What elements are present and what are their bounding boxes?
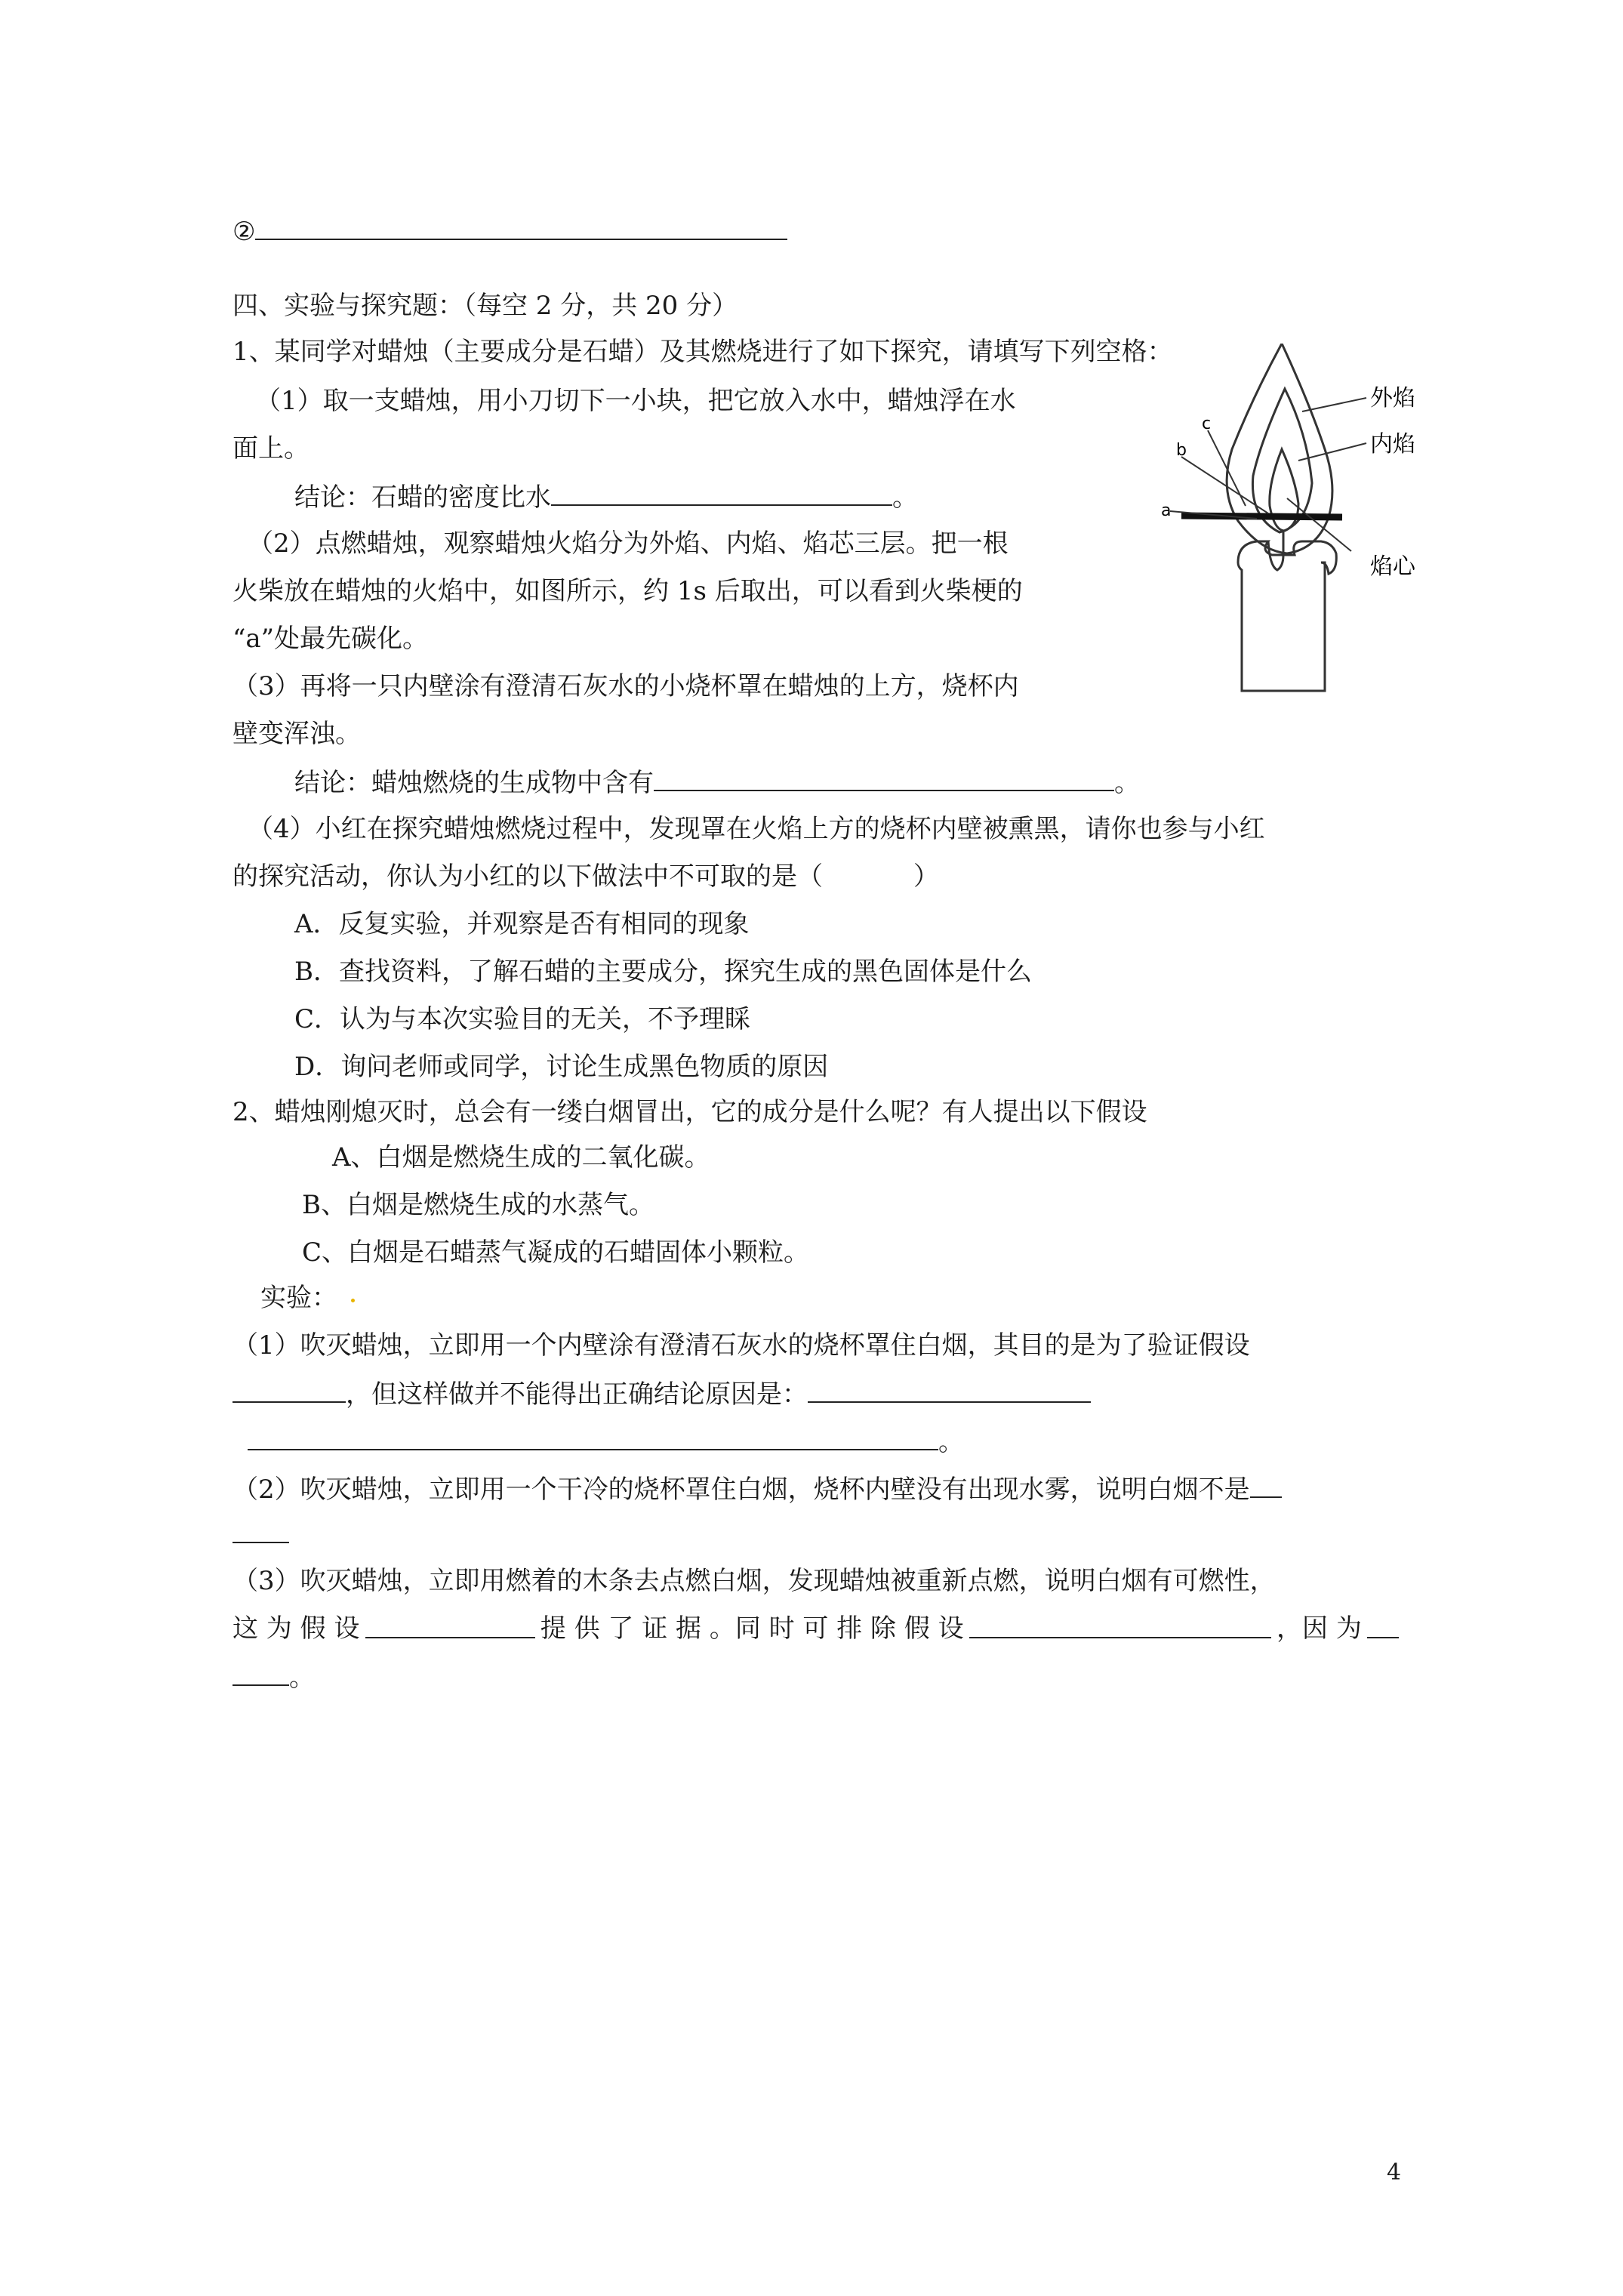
stray-dot xyxy=(351,1299,355,1302)
page-number: 4 xyxy=(1387,2159,1402,2186)
q2-3-line-c: 。 xyxy=(233,1659,315,1695)
blank-not-1[interactable] xyxy=(1250,1471,1282,1498)
leader-outer xyxy=(1302,398,1366,411)
q1-4-line-a: （4）小红在探究蜡烛燃烧过程中，发现罩在火焰上方的烧杯内壁被熏黑，请你也参与小红 xyxy=(248,814,1265,844)
q1-2-line-c: “a”处最先碳化。 xyxy=(233,624,429,654)
blank-not-2[interactable] xyxy=(233,1516,289,1543)
blank-hypothesis-1[interactable] xyxy=(233,1376,346,1403)
q1-2-line-b: 火柴放在蜡烛的火焰中，如图所示，约 1s 后取出，可以看到火柴梗的 xyxy=(233,576,1023,606)
blank-hypothesis-3[interactable] xyxy=(365,1611,535,1638)
blank-reason-2[interactable] xyxy=(248,1423,938,1450)
q2-2-line-a: （2）吹灭蜡烛，立即用一个干冷的烧杯罩住白烟，烧杯内壁没有出现水雾，说明白烟不是 xyxy=(233,1471,1282,1507)
q2-2-line-b xyxy=(233,1516,289,1552)
q1-3-line-a: （3）再将一只内壁涂有澄清石灰水的小烧杯罩在蜡烛的上方，烧杯内 xyxy=(233,671,1019,701)
blank-reason-1[interactable] xyxy=(808,1376,1091,1403)
leader-c xyxy=(1208,430,1246,506)
q1-conclusion-1: 结论：石蜡的密度比水 。 xyxy=(294,479,918,515)
experiment-label: 实验： xyxy=(260,1283,337,1313)
blank-density[interactable] xyxy=(551,479,892,506)
q1-1-line-b: 面上。 xyxy=(233,433,310,464)
mark-b: b xyxy=(1176,441,1187,460)
blank-products[interactable] xyxy=(654,764,1114,791)
option-a: A．反复实验，并观察是否有相同的现象 xyxy=(294,909,750,939)
option-d: D．询问老师或同学，讨论生成黑色物质的原因 xyxy=(294,1052,829,1082)
label-outer-flame: 外焰 xyxy=(1370,385,1415,411)
q2-1-line-b: ，但这样做并不能得出正确结论原因是： xyxy=(233,1376,1091,1412)
q2-3-line-b: 这 为 假 设 提 供 了 证 据 。同 时 可 排 除 假 设 ，因 为 xyxy=(233,1611,1399,1646)
label-flame-core: 焰心 xyxy=(1370,553,1415,580)
blank-because-1[interactable] xyxy=(1367,1611,1399,1638)
q1-conclusion-2: 结论：蜡烛燃烧的生成物中含有 。 xyxy=(294,764,1140,800)
leader-inner xyxy=(1298,443,1366,461)
q2-3-line-a: （3）吹灭蜡烛，立即用燃着的木条去点燃白烟，发现蜡烛被重新点燃，说明白烟有可燃性， xyxy=(233,1566,1276,1596)
matchstick xyxy=(1181,516,1342,517)
blank-exclude[interactable] xyxy=(969,1611,1271,1638)
hypothesis-b: B、白烟是燃烧生成的水蒸气。 xyxy=(302,1190,654,1220)
candle-body xyxy=(1238,541,1336,691)
blank-because-2[interactable] xyxy=(233,1659,289,1686)
q1-2-line-a: （2）点燃蜡烛，观察蜡烛火焰分为外焰、内焰、焰芯三层。把一根 xyxy=(248,529,1009,559)
circled-2-label: ② xyxy=(233,217,256,247)
mark-a: a xyxy=(1161,501,1172,520)
q2-1-line-c: 。 xyxy=(248,1423,964,1459)
candle-flame-figure xyxy=(1147,344,1464,721)
section-title: 四、实验与探究题：（每空 2 分，共 20 分） xyxy=(233,291,738,321)
q2-intro: 2、蜡烛刚熄灭时，总会有一缕白烟冒出，它的成分是什么呢？有人提出以下假设 xyxy=(233,1097,1147,1127)
label-inner-flame: 内焰 xyxy=(1370,431,1415,458)
q1-1-line-a: （1）取一支蜡烛，用小刀切下一小块，把它放入水中，蜡烛浮在水 xyxy=(255,386,1016,416)
option-c: C．认为与本次实验目的无关，不予理睬 xyxy=(294,1004,751,1034)
q1-4-line-b: 的探究活动，你认为小红的以下做法中不可取的是（ ） xyxy=(233,861,939,892)
answer-line-2 xyxy=(233,213,787,249)
q1-3-line-b: 壁变浑浊。 xyxy=(233,719,361,749)
q2-1-line-a: （1）吹灭蜡烛，立即用一个内壁涂有澄清石灰水的烧杯罩住白烟，其目的是为了验证假设 xyxy=(233,1330,1250,1361)
option-b: B．查找资料，了解石蜡的主要成分，探究生成的黑色固体是什么 xyxy=(294,957,1032,987)
hypothesis-c: C、白烟是石蜡蒸气凝成的石蜡固体小颗粒。 xyxy=(302,1237,810,1268)
blank-2[interactable] xyxy=(255,213,787,240)
q1-intro: 1、某同学对蜡烛（主要成分是石蜡）及其燃烧进行了如下探究，请填写下列空格： xyxy=(233,337,1173,367)
hypothesis-a: A、白烟是燃烧生成的二氧化碳。 xyxy=(332,1142,710,1173)
mark-c: c xyxy=(1202,415,1212,433)
